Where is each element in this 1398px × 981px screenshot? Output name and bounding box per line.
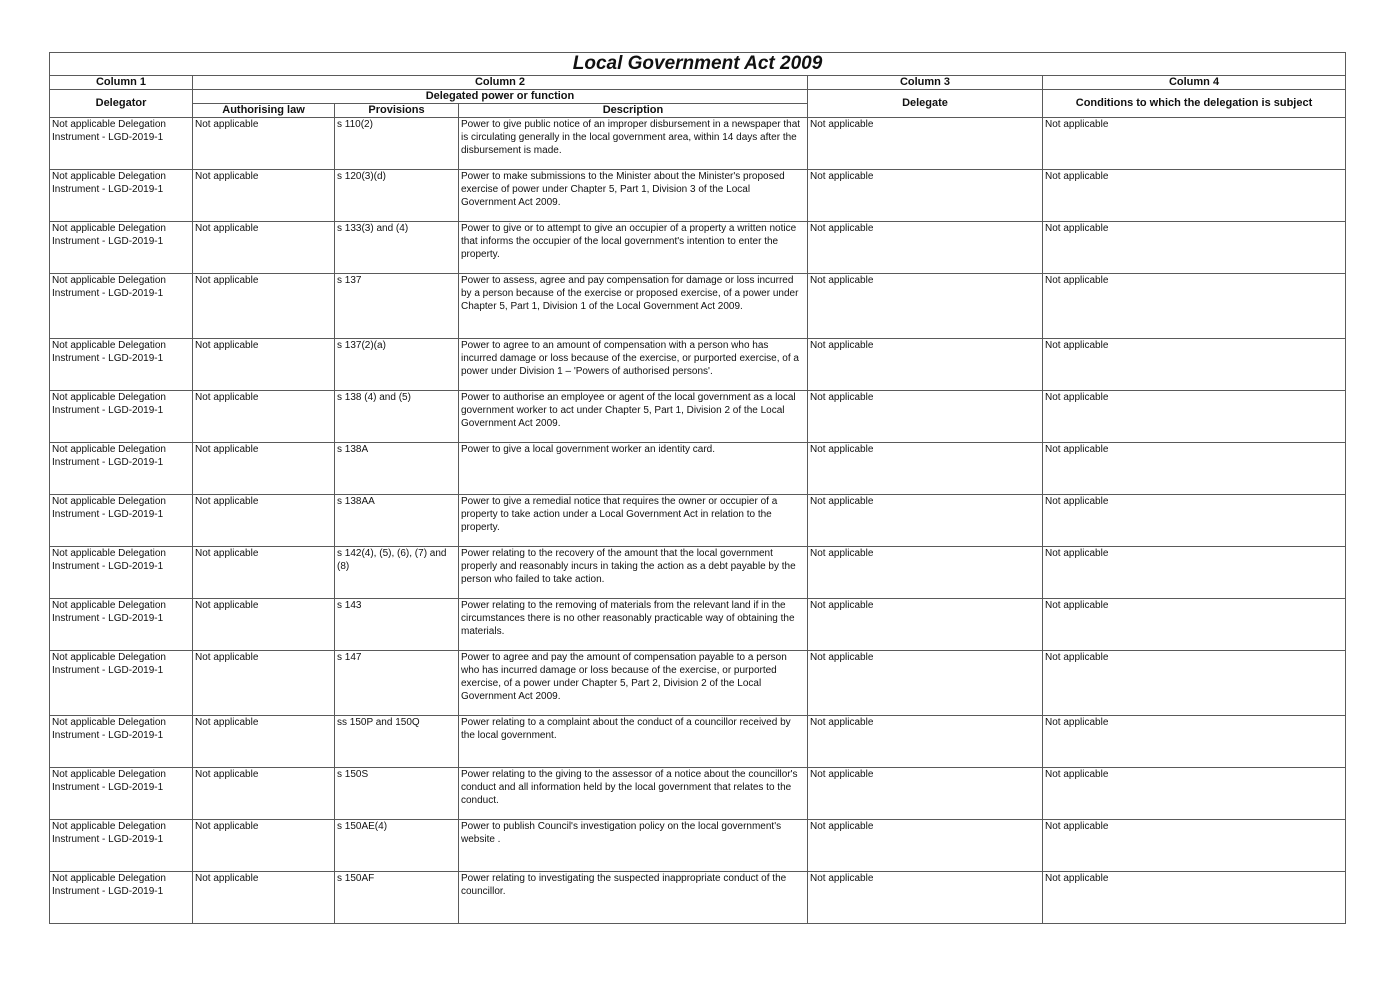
provisions-cell: ss 150P and 150Q: [335, 716, 459, 768]
delegator-header: Delegator: [50, 90, 193, 118]
description-header: Description: [459, 104, 808, 118]
provisions-header: Provisions: [335, 104, 459, 118]
conditions-cell: Not applicable: [1043, 274, 1346, 339]
delegator-cell: Not applicable Delegation Instrument - LGD-2019-1: [50, 547, 193, 599]
conditions-cell: Not applicable: [1043, 495, 1346, 547]
description-cell: Power to give a remedial notice that requires the owner or occupier of a property to take action under a Local Government Act in relation to the property.: [459, 495, 808, 547]
authorising-law-cell: Not applicable: [193, 872, 335, 924]
conditions-cell: Not applicable: [1043, 443, 1346, 495]
delegator-cell: Not applicable Delegation Instrument - LGD-2019-1: [50, 768, 193, 820]
conditions-cell: Not applicable: [1043, 170, 1346, 222]
description-cell: Power to publish Council's investigation policy on the local government's website .: [459, 820, 808, 872]
description-cell: Power relating to the recovery of the amount that the local government properly and reasonably incurs in taking the action as a debt payable by the person who failed to take action.: [459, 547, 808, 599]
authorising-law-cell: Not applicable: [193, 820, 335, 872]
delegator-cell: Not applicable Delegation Instrument - LGD-2019-1: [50, 274, 193, 339]
conditions-cell: Not applicable: [1043, 768, 1346, 820]
delegator-cell: Not applicable Delegation Instrument - LGD-2019-1: [50, 118, 193, 170]
delegate-cell: Not applicable: [808, 222, 1043, 274]
column-2-header: Column 2: [193, 76, 808, 90]
description-cell: Power to give or to attempt to give an occupier of a property a written notice that informs the occupier of the local government's intention to enter the property.: [459, 222, 808, 274]
conditions-cell: Not applicable: [1043, 820, 1346, 872]
description-cell: Power to make submissions to the Minister about the Minister's proposed exercise of power under Chapter 5, Part 1, Division 3 of the Local Government Act 2009.: [459, 170, 808, 222]
delegator-cell: Not applicable Delegation Instrument - LGD-2019-1: [50, 339, 193, 391]
provisions-cell: s 138 (4) and (5): [335, 391, 459, 443]
authorising-law-cell: Not applicable: [193, 274, 335, 339]
provisions-cell: s 137: [335, 274, 459, 339]
delegated-power-header: Delegated power or function: [193, 90, 808, 104]
provisions-cell: s 120(3)(d): [335, 170, 459, 222]
authorising-law-cell: Not applicable: [193, 716, 335, 768]
authorising-law-cell: Not applicable: [193, 547, 335, 599]
authorising-law-cell: Not applicable: [193, 651, 335, 716]
table-row: [50, 651, 1346, 716]
conditions-cell: Not applicable: [1043, 651, 1346, 716]
conditions-cell: Not applicable: [1043, 872, 1346, 924]
authorising-law-header: Authorising law: [193, 104, 335, 118]
column-3-header: Column 3: [808, 76, 1043, 90]
delegator-cell: Not applicable Delegation Instrument - LGD-2019-1: [50, 872, 193, 924]
description-cell: Power relating to the giving to the assessor of a notice about the councillor's conduct and all information held by the local government that relates to the conduct.: [459, 768, 808, 820]
conditions-header: Conditions to which the delegation is subject: [1043, 90, 1346, 118]
delegate-cell: Not applicable: [808, 274, 1043, 339]
delegate-cell: Not applicable: [808, 716, 1043, 768]
delegator-cell: Not applicable Delegation Instrument - LGD-2019-1: [50, 443, 193, 495]
conditions-cell: Not applicable: [1043, 547, 1346, 599]
authorising-law-cell: Not applicable: [193, 170, 335, 222]
delegate-header: Delegate: [808, 90, 1043, 118]
table-row: [50, 872, 1346, 924]
delegator-cell: Not applicable Delegation Instrument - LGD-2019-1: [50, 391, 193, 443]
table-row: [50, 339, 1346, 391]
table-row: [50, 768, 1346, 820]
authorising-law-cell: Not applicable: [193, 339, 335, 391]
delegator-cell: Not applicable Delegation Instrument - LGD-2019-1: [50, 170, 193, 222]
delegation-table: [49, 52, 1346, 924]
provisions-cell: s 137(2)(a): [335, 339, 459, 391]
delegator-cell: Not applicable Delegation Instrument - LGD-2019-1: [50, 599, 193, 651]
column-1-header: Column 1: [50, 76, 193, 90]
authorising-law-cell: Not applicable: [193, 222, 335, 274]
conditions-cell: Not applicable: [1043, 118, 1346, 170]
authorising-law-cell: Not applicable: [193, 391, 335, 443]
description-cell: Power to authorise an employee or agent of the local government as a local government worker to act under Chapter 5, Part 1, Division 2 of the Local Government Act 2009.: [459, 391, 808, 443]
delegate-cell: Not applicable: [808, 170, 1043, 222]
authorising-law-cell: Not applicable: [193, 443, 335, 495]
provisions-cell: s 138A: [335, 443, 459, 495]
delegate-cell: Not applicable: [808, 547, 1043, 599]
page-title: Local Government Act 2009: [50, 53, 1346, 76]
delegate-cell: Not applicable: [808, 599, 1043, 651]
description-cell: Power relating to a complaint about the conduct of a councillor received by the local government.: [459, 716, 808, 768]
delegate-cell: Not applicable: [808, 443, 1043, 495]
delegate-cell: Not applicable: [808, 820, 1043, 872]
delegate-cell: Not applicable: [808, 118, 1043, 170]
delegate-cell: Not applicable: [808, 391, 1043, 443]
provisions-cell: s 138AA: [335, 495, 459, 547]
provisions-cell: s 150AE(4): [335, 820, 459, 872]
delegate-cell: Not applicable: [808, 768, 1043, 820]
table-row: [50, 443, 1346, 495]
provisions-cell: s 142(4), (5), (6), (7) and (8): [335, 547, 459, 599]
provisions-cell: s 150S: [335, 768, 459, 820]
delegator-cell: Not applicable Delegation Instrument - LGD-2019-1: [50, 716, 193, 768]
description-cell: Power to assess, agree and pay compensation for damage or loss incurred by a person because of the exercise or proposed exercise, of a power under Chapter 5, Part 1, Division 1 of the Local Government Act 2009.: [459, 274, 808, 339]
conditions-cell: Not applicable: [1043, 391, 1346, 443]
authorising-law-cell: Not applicable: [193, 599, 335, 651]
delegate-cell: Not applicable: [808, 495, 1043, 547]
conditions-cell: Not applicable: [1043, 599, 1346, 651]
description-cell: Power relating to the removing of materials from the relevant land if in the circumstances there is no other reasonably practicable way of obtaining the materials.: [459, 599, 808, 651]
table-row: [50, 820, 1346, 872]
description-cell: Power to agree and pay the amount of compensation payable to a person who has incurred damage or loss because of the exercise, or purported exercise, of a power under Chapter 5, Part 2, Division 2 of the Local Government Act 2009.: [459, 651, 808, 716]
table-row: [50, 391, 1346, 443]
conditions-cell: Not applicable: [1043, 222, 1346, 274]
table-row: [50, 599, 1346, 651]
provisions-cell: s 133(3) and (4): [335, 222, 459, 274]
delegator-cell: Not applicable Delegation Instrument - LGD-2019-1: [50, 820, 193, 872]
authorising-law-cell: Not applicable: [193, 118, 335, 170]
description-cell: Power to give a local government worker an identity card.: [459, 443, 808, 495]
provisions-cell: s 147: [335, 651, 459, 716]
provisions-cell: s 110(2): [335, 118, 459, 170]
table-row: [50, 495, 1346, 547]
provisions-cell: s 150AF: [335, 872, 459, 924]
table-row: [50, 547, 1346, 599]
description-cell: Power to give public notice of an improper disbursement in a newspaper that is circulating generally in the local government area, within 14 days after the disbursement is made.: [459, 118, 808, 170]
column-4-header: Column 4: [1043, 76, 1346, 90]
description-cell: Power to agree to an amount of compensation with a person who has incurred damage or loss because of the exercise, or purported exercise, of a power under Division 1 – 'Powers of authorised persons'.: [459, 339, 808, 391]
authorising-law-cell: Not applicable: [193, 495, 335, 547]
delegate-cell: Not applicable: [808, 339, 1043, 391]
delegator-cell: Not applicable Delegation Instrument - LGD-2019-1: [50, 651, 193, 716]
delegator-cell: Not applicable Delegation Instrument - LGD-2019-1: [50, 222, 193, 274]
conditions-cell: Not applicable: [1043, 339, 1346, 391]
table-row: [50, 716, 1346, 768]
delegator-cell: Not applicable Delegation Instrument - LGD-2019-1: [50, 495, 193, 547]
provisions-cell: s 143: [335, 599, 459, 651]
conditions-cell: Not applicable: [1043, 716, 1346, 768]
description-cell: Power relating to investigating the suspected inappropriate conduct of the councillor.: [459, 872, 808, 924]
table-row: [50, 222, 1346, 274]
table-row: [50, 170, 1346, 222]
authorising-law-cell: Not applicable: [193, 768, 335, 820]
table-row: [50, 118, 1346, 170]
delegate-cell: Not applicable: [808, 651, 1043, 716]
table-row: [50, 274, 1346, 339]
delegate-cell: Not applicable: [808, 872, 1043, 924]
